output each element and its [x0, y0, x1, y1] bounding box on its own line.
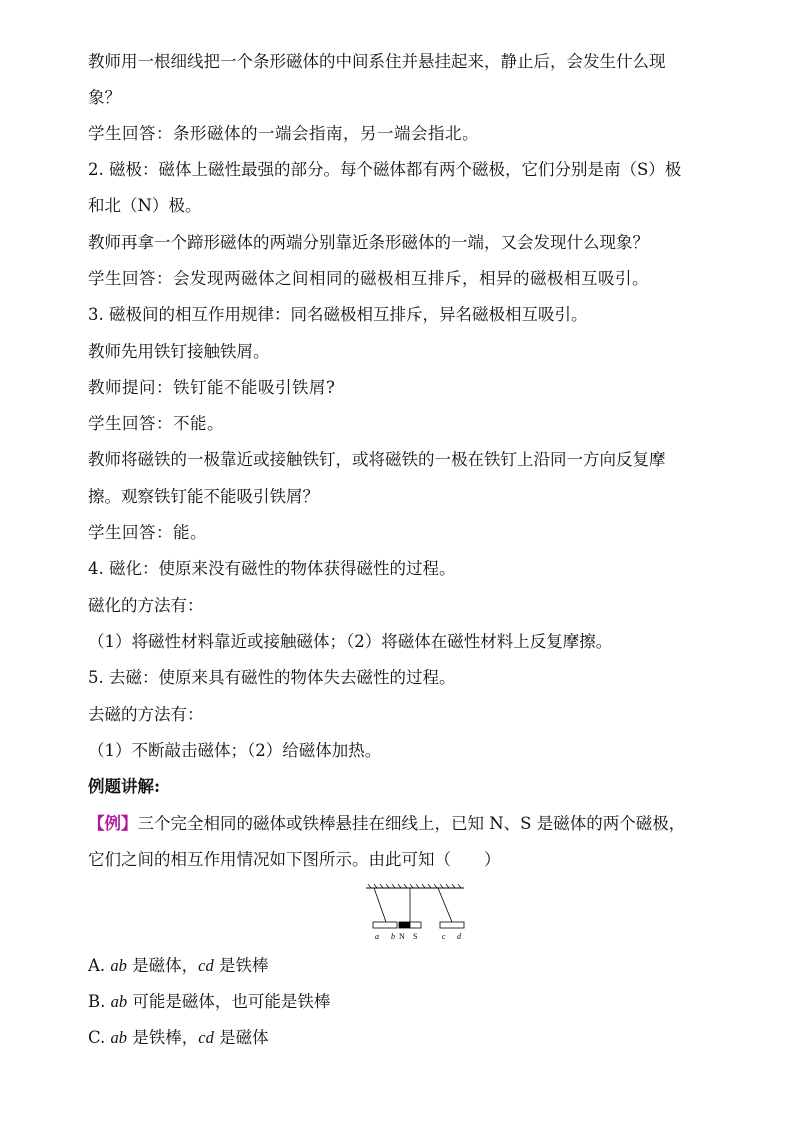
- paragraph-line: 教师先用铁钉接触铁屑。: [88, 342, 270, 361]
- label-c: c: [442, 932, 446, 941]
- option-term: cd: [198, 956, 214, 975]
- option-a: [88, 954, 268, 978]
- paragraph-line: 擦。观察铁钉能不能吸引铁屑？: [88, 487, 319, 506]
- option-letter: A.: [88, 956, 111, 975]
- paragraph-line: 教师再拿一个蹄形磁体的两端分别靠近条形磁体的一端，又会发现什么现象？: [88, 233, 649, 252]
- label-b: b: [391, 932, 395, 941]
- magnet-n-half: [399, 922, 410, 928]
- student-answer: 学生回答：条形磁体的一端会指南，另一端会指北。: [88, 124, 479, 143]
- option-term: ab: [110, 956, 127, 975]
- ceiling-hatch: [368, 884, 461, 888]
- option-letter: C.: [88, 1028, 111, 1047]
- example-line-1: [88, 812, 685, 836]
- student-answer: 学生回答：能。: [88, 523, 207, 542]
- paragraph-line: 教师用一根细线把一个条形磁体的中间系住并悬挂起来，静止后，会发生什么现: [88, 52, 666, 71]
- student-answer: 学生回答：会发现两磁体之间相同的磁极相互排斥，相异的磁极相互吸引。: [88, 269, 649, 288]
- teacher-question: 教师提问：铁钉能不能吸引铁屑?: [88, 378, 336, 397]
- label-d: d: [457, 932, 461, 941]
- paragraph-line: 去磁的方法有：: [88, 705, 204, 724]
- label-a: a: [375, 932, 379, 941]
- paragraph-line: 和北（N）极。: [88, 196, 202, 215]
- student-answer: 学生回答：不能。: [88, 414, 224, 433]
- example-heading: 例题讲解:: [88, 777, 161, 796]
- option-term: ab: [110, 992, 128, 1011]
- option-text: 是磁体: [213, 1028, 269, 1047]
- thread-ab: [374, 888, 386, 922]
- bar-cd: [440, 922, 464, 928]
- bar-ab: [373, 922, 397, 928]
- option-text: 是磁体，: [126, 956, 199, 975]
- example-tag: 【例】: [88, 814, 138, 833]
- magnet-s-half: [410, 922, 421, 928]
- example-line-2: 它们之间的相互作用情况如下图所示。由此可知（ ）: [88, 850, 501, 869]
- option-text: 可能是磁体，也可能是铁棒: [127, 992, 331, 1011]
- section-heading-3: 3. 磁极间的相互作用规律：同名磁极相互排斥，异名磁极相互吸引。: [88, 305, 588, 324]
- example-text: 三个完全相同的磁体或铁棒悬挂在细线上，已知 N、S 是磁体的两个磁极，: [137, 814, 686, 833]
- method-list: （1）将磁性材料靠近或接触磁体；（2）将磁体在磁性材料上反复摩擦。: [88, 632, 613, 651]
- option-text: 是铁棒，: [127, 1028, 199, 1047]
- option-term: ab: [110, 1028, 128, 1047]
- section-heading-2: 2. 磁极：磁体上磁性最强的部分。每个磁体都有两个磁极，它们分别是南（S）极: [88, 160, 682, 179]
- label-s: S: [413, 932, 418, 941]
- magnets-figure: [360, 884, 472, 944]
- thread-cd: [438, 888, 452, 922]
- option-text: 是铁棒: [213, 956, 269, 975]
- paragraph-line: 象？: [88, 88, 121, 107]
- paragraph-line: 磁化的方法有：: [88, 596, 204, 615]
- option-letter: B.: [88, 992, 111, 1011]
- method-list: （1）不断敲击磁体；（2）给磁体加热。: [88, 741, 382, 760]
- section-heading-5: 5. 去磁：使原来具有磁性的物体失去磁性的过程。: [88, 668, 456, 687]
- paragraph-line: 教师将磁铁的一极靠近或接触铁钉，或将磁铁的一极在铁钉上沿同一方向反复摩: [88, 450, 666, 469]
- option-term: cd: [198, 1028, 214, 1047]
- option-b: [88, 990, 330, 1014]
- option-c: [88, 1026, 269, 1050]
- section-heading-4: 4. 磁化：使原来没有磁性的物体获得磁性的过程。: [88, 559, 456, 578]
- label-n: N: [399, 932, 405, 941]
